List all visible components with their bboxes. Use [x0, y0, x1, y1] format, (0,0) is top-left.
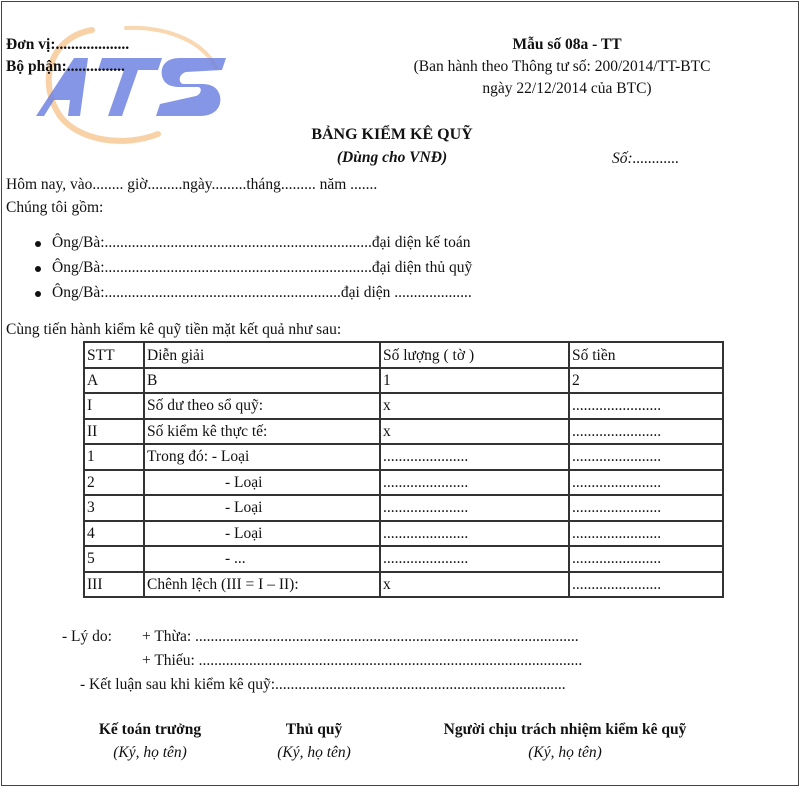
table-cell: 2 — [84, 470, 144, 496]
table-cell: 1 — [380, 368, 569, 394]
document-number: Số:............ — [612, 150, 680, 167]
table-row — [84, 546, 723, 572]
signature-note-treasurer: (Ký, họ tên) — [277, 744, 351, 761]
table-cell: B — [144, 368, 380, 394]
table-row — [84, 572, 723, 598]
table-cell: - ... — [144, 546, 380, 572]
bullet-icon — [35, 291, 41, 297]
signature-note-chief-accountant: (Ký, họ tên) — [113, 744, 187, 761]
table-cell: Chênh lệch (III = I – II): — [144, 572, 380, 598]
table-cell: ....................... — [569, 393, 723, 419]
signature-note-inspector: (Ký, họ tên) — [528, 744, 602, 761]
signature-title-inspector: Người chịu trách nhiệm kiểm kê quỹ — [443, 721, 687, 738]
table-cell: Số dư theo sổ quỹ: — [144, 393, 380, 419]
issued-by-line1: (Ban hành theo Thông tư số: 200/2014/TT-BTC — [413, 58, 711, 75]
document-subtitle: (Dùng cho VNĐ) — [336, 149, 448, 166]
table-cell: x — [380, 572, 569, 598]
cash-count-table — [83, 341, 724, 598]
table-cell: - Loại — [144, 470, 380, 496]
bullet-icon — [35, 266, 41, 272]
table-cell: - Loại — [144, 521, 380, 547]
table-cell: ....................... — [569, 572, 723, 598]
member-line-2: Ông/Bà:.....................................................................đại diện thủ quỹ — [52, 259, 473, 276]
table-cell: 5 — [84, 546, 144, 572]
document-page — [1, 1, 799, 786]
table-cell: 4 — [84, 521, 144, 547]
result-intro: Cùng tiến hành kiểm kê quỹ tiền mặt kết quả như sau: — [6, 321, 342, 338]
conclusion-line: - Kết luận sau khi kiểm kê quỹ:........................................................................... — [80, 676, 566, 693]
table-cell: II — [84, 419, 144, 445]
column-header: Số tiền — [569, 342, 723, 368]
table-cell: ...................... — [380, 521, 569, 547]
table-cell: ....................... — [569, 546, 723, 572]
table-cell: III — [84, 572, 144, 598]
table-row — [84, 521, 723, 547]
table-cell: ...................... — [380, 444, 569, 470]
don-vi-label: Đơn vị:................... — [6, 36, 130, 53]
table-row — [84, 368, 723, 394]
table-cell: 1 — [84, 444, 144, 470]
table-cell: ....................... — [569, 419, 723, 445]
table-cell: 2 — [569, 368, 723, 394]
table-cell: ....................... — [569, 444, 723, 470]
table-cell: ...................... — [380, 546, 569, 572]
table-cell: ...................... — [380, 495, 569, 521]
table-row — [84, 393, 723, 419]
table-cell: Số kiểm kê thực tế: — [144, 419, 380, 445]
document-title: BẢNG KIỂM KÊ QUỸ — [311, 126, 473, 143]
table-cell: Trong đó: - Loại — [144, 444, 380, 470]
form-code: Mẫu số 08a - TT — [512, 36, 622, 53]
reason-label: - Lý do: — [62, 628, 112, 645]
table-header-row — [84, 342, 723, 368]
bo-phan-label: Bộ phận:............... — [6, 58, 125, 75]
reason-surplus: + Thừa: ................................................................................................... — [142, 628, 579, 645]
members-label: Chúng tôi gồm: — [6, 199, 104, 216]
table-cell: ...................... — [380, 470, 569, 496]
table-cell: x — [380, 419, 569, 445]
column-header: STT — [84, 342, 144, 368]
signature-title-chief-accountant: Kế toán trưởng — [98, 721, 202, 738]
signature-title-treasurer: Thủ quỹ — [285, 721, 343, 738]
issued-by-line2: ngày 22/12/2014 của BTC) — [482, 80, 652, 97]
bullet-icon — [35, 241, 41, 247]
column-header: Số lượng ( tờ ) — [380, 342, 569, 368]
table-row — [84, 495, 723, 521]
column-header: Diễn giải — [144, 342, 380, 368]
table-cell: - Loại — [144, 495, 380, 521]
table-row — [84, 470, 723, 496]
table-cell: ....................... — [569, 495, 723, 521]
member-line-1: Ông/Bà:.....................................................................đại diện kế toán — [52, 234, 471, 251]
table-cell: ....................... — [569, 521, 723, 547]
table-cell: ....................... — [569, 470, 723, 496]
table-row — [84, 444, 723, 470]
table-row — [84, 419, 723, 445]
date-line: Hôm nay, vào........ giờ.........ngày.........tháng......... năm ....... — [6, 176, 378, 193]
table-cell: A — [84, 368, 144, 394]
table-cell: x — [380, 393, 569, 419]
member-line-3: Ông/Bà:.............................................................đại diện .................... — [52, 284, 472, 301]
table-cell: I — [84, 393, 144, 419]
reason-shortage: + Thiếu: ................................................................................................... — [142, 652, 583, 669]
table-cell: 3 — [84, 495, 144, 521]
